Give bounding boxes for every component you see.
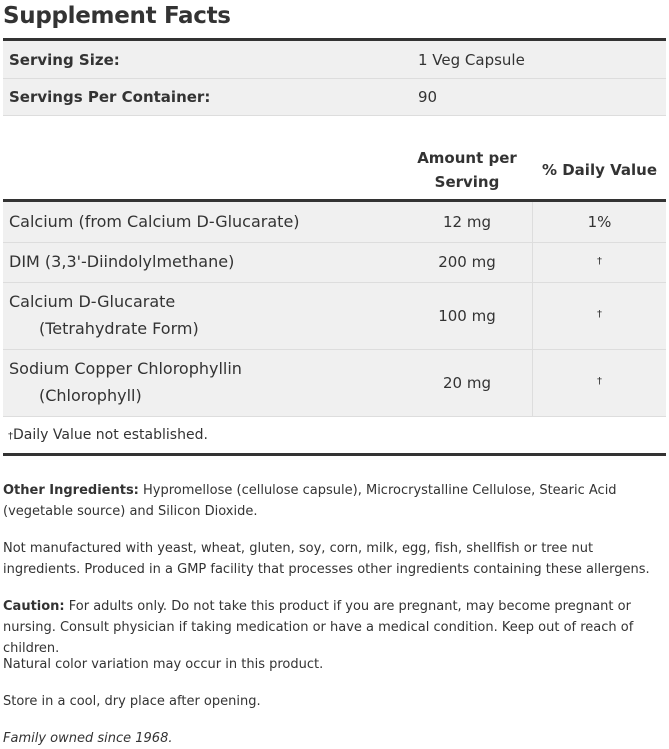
servings-per-container-label: Servings Per Container: (9, 88, 211, 106)
amount-header-line1: Amount per (417, 149, 517, 167)
daily-value-header: % Daily Value (541, 161, 657, 179)
caution-note (3, 596, 663, 659)
divider (3, 416, 666, 417)
nutrient-daily-value: † (597, 309, 602, 320)
storage-note: Store in a cool, dry place after opening. (3, 694, 261, 709)
footnote (8, 425, 208, 447)
color-note: Natural color variation may occur in this product. (3, 657, 324, 672)
servings-per-container-value: 90 (418, 88, 438, 106)
nutrient-amount: 20 mg (443, 374, 491, 392)
nutrient-amount: 100 mg (438, 307, 496, 325)
divider (3, 115, 666, 116)
nutrient-amount: 200 mg (438, 253, 496, 271)
family-note: Family owned since 1968. (3, 731, 173, 746)
allergen-note: Not manufactured with yeast, wheat, gluten, soy, corn, milk, egg, fish, shellfish or tree nut ingredients. Produced in a GMP facility that processes other ingredients containing these allergens. (3, 541, 650, 577)
nutrient-daily-value: † (597, 376, 602, 387)
nutrient-name: Calcium D-Glucarate (9, 292, 176, 311)
nutrient-subname: (Tetrahydrate Form) (39, 319, 199, 338)
other-ingredients (3, 480, 663, 522)
nutrient-daily-value: 1% (587, 213, 612, 231)
nutrient-name: Sodium Copper Chlorophyllin (9, 359, 242, 378)
nutrient-subname: (Chlorophyll) (39, 386, 142, 405)
other-ingredients-text: Hypromellose (cellulose capsule), Microcrystalline Cellulose, Stearic Acid (vegetable source) and Silicon Dioxide. (3, 483, 617, 519)
caution-label: Caution: (3, 599, 65, 614)
nutrient-name: DIM (3,3'-Diindolylmethane) (9, 252, 235, 271)
serving-size-label: Serving Size: (9, 51, 120, 69)
footnote-dagger: † (8, 431, 13, 442)
bottom-rule (3, 453, 666, 456)
page-title: Supplement Facts (3, 3, 231, 29)
nutrient-name: Calcium (from Calcium D-Glucarate) (9, 212, 300, 231)
caution-text: For adults only. Do not take this product if you are pregnant, may become pregnant or nursing. Consult physician if taking medication or have a medical condition. Keep out of reach of children. (3, 599, 634, 656)
footnote-text: Daily Value not established. (13, 427, 208, 443)
other-ingredients-label: Other Ingredients: (3, 483, 139, 498)
amount-header-line2: Serving (434, 173, 500, 191)
serving-size-value: 1 Veg Capsule (418, 51, 525, 69)
nutrient-amount: 12 mg (443, 213, 491, 231)
nutrient-daily-value: † (597, 256, 602, 267)
